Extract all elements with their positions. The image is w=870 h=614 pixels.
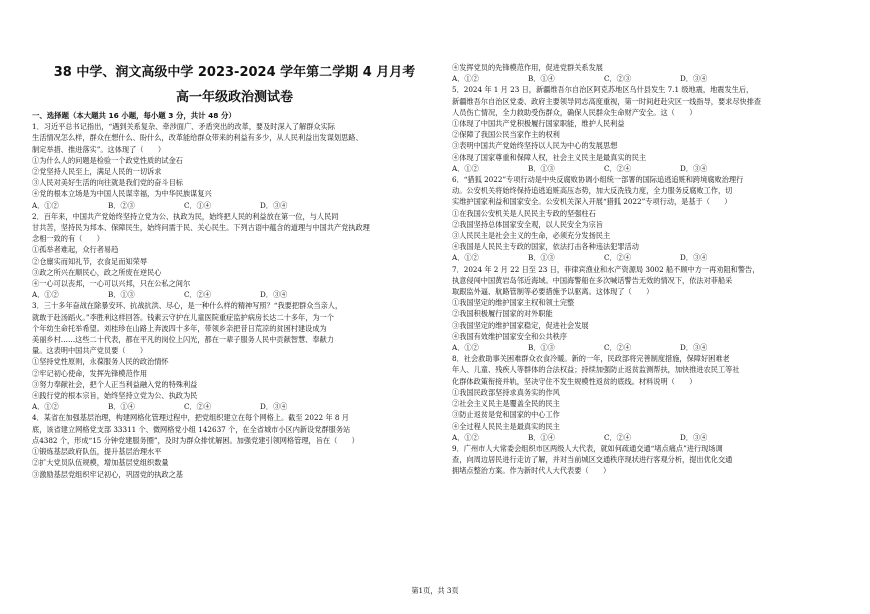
question-2: 2．百年来，中国共产党始终坚持立党为公、执政为民，始终把人民的利益放在第一位，与人民同 甘共苦，坚持民为邦本、保障民生，始终问需于民、关心民生。下列古语中蕴含的道理与中国共产党执政理 念相一致的有（ ） ①孤举者难起，众行者易趋 ②仓廪实而知礼节，衣食足而知荣辱 ③政之所兴在顺民心，政之所废在逆民心 ④一心可以丧邦，一心可以兴邦，只在公私之间尔 A．①② B．①③ C．②④ D．③④ [32,211,437,301]
page-footer: 第1页，共 3页 [411,586,459,595]
question-6-options: A．①② B．①③ C．②④ D．③④ [452,253,708,263]
question-4-continued: ④发挥党员的先锋模范作用，促进党群关系发展 [452,63,603,72]
question-5-options: A．①② B．①③ C．②④ D．③④ [452,163,708,173]
question-2-options: A．①② B．①③ C．②④ D．③④ [32,290,288,300]
question-4: 4．某省在加强基层治理，构建网格化管理过程中，把党组织建立在每个网格上。截至 2022 年 8 月 底，该省建立网格党支部 33311 个、微网格党小组 142637 个，在全省城市小区内新设党群服务站 点4382 个，形成“15 分钟党建服务圈”，及时为群众排忧解困。加强党建引领网格管理，旨在（ ） ①锻炼基层政府队伍，提升基层治理水平 ②扩大党员队伍规模，增加基层党组织数量 ③激励基层党组织牢记初心，巩固党的执政之基 [32,413,359,479]
left-column [32,0,437,480]
question-9: 9．广州市人大常委会组织市区两级人大代表，就如何疏通交通“堵点痛点”进行现场调 查，向周边居民进行走访了解，并对当前城区交通秩序现状进行客观分析，提出优化交通 拥堵点整治方案。作为新时代人大代表要（ ） [452,443,733,476]
right-column [452,0,847,477]
question-7: 7．2024 年 2 月 22 日至 23 日，菲律宾渔业和水产资源局 3002 船不顾中方一再劝阻和警告， 执意侵闯中国黄岩岛邻近海域。中国海警船在多次喊话警告无效的情况下，依法对菲船采 取跟监外逼、航路管制等必要措施予以驱离。这体现了（ ） ①我国坚定的维护国家主权和领土完整 ②我国积极履行国家的对外职能 ③我国坚定的维护国家稳定，促进社会发展 ④我国有效维护国家安全和公共秩序 A．①② B．①③ C．②④ D．③④ [452,264,847,354]
question-3-options: A．①② B．①④ C．②④ D．③④ [32,402,288,412]
question-8: 8．社会救助事关困难群众衣食冷暖。新的一年，民政部将完善制度措施，保障好困难老 年人、儿童、残疾人等群体的合法权益；持续加强防止返贫监测帮扶，加快推进农民工等社 化群体政策衔接并轨，坚决守住不发生规模性返贫的底线。材料说明（ ） ①我国民政部坚持求真务实的作风 ②社会主义民主是覆盖全民的民主 ③防止返贫是党和国家的中心工作 ④全过程人民民主是最真实的民主 A．①② B．①④ C．②④ D．③④ [452,353,847,443]
question-1-options: A．①② B．②③ C．①④ D．③④ [32,200,288,210]
question-5: 5．2024 年 1 月 23 日，新疆维吾尔自治区阿克苏地区乌什县发生 7.1 级地震，地震发生后， 新疆维吾尔自治区党委、政府主要领导同志高度重视，第一时间赶赴灾区一线指导，要求尽快排查 人员伤亡情况，全力救助受伤群众，确保人民群众生命财产安全。这（ ） ①体现了中国共产党积极履行国家职能，维护人民利益 ②保障了我国公民当家作主的权利 ③表明中国共产党始终坚持以人民为中心的发展思想 ④体现了国家尊重和保障人权，社会主义民主是最真实的民主 A．①② B．①③ C．②④ D．③④ [452,84,847,174]
section-heading: 一、选择题（本大题共 16 小题，每小题 3 分，共计 48 分） [32,111,236,120]
question-6: 6．“猎狐 2022”专项行动是中央反腐败协调小组统一部署的国际追逃追赃和跨境腐败治理行 动。公安机关将始终保持追逃追赃高压态势，加大反洗钱力度，全力服务反腐败工作，切 实维护国家利益和国家安全。公安机关深入开展“猎狐 2022”专项行动，是基于（ ） ①在我国公安机关是人民民主专政的坚强柱石 ②我国坚持总体国家安全观，以人民安全为宗旨 ③人民民主是社会主义的生命，必须充分发扬民主 ④我国是人民民主专政的国家，依法打击各种违法犯罪活动 A．①② B．①③ C．②④ D．③④ [452,174,847,264]
question-4-options: A．①② B．①④ C．②③ D．③④ [452,74,708,84]
question-1: 1．习近平总书记指出，“遇到关系复杂、牵涉面广、矛盾突出的改革，要及时深入了解群众实际 生活情况怎么样，群众在想什么、盼什么，改革能给群众带来的利益有多少，从人民利益出发谋划思路、 制定举措、推进落实”。这体现了（ ） ①为什么人的问题是检验一个政党性质的试金石 ②党坚持人民至上，满足人民的一切诉求 ③人民对美好生活的向往就是我们党的奋斗目标 ④党的根本立场是为中国人民谋幸福，为中华民族谋复兴 A．①② B．②③ C．①④ D．③④ [32,121,437,211]
question-3: 3．三十多年奋战在除暴安环、抗战抗洪、尽心，是一种什么样的精神写照？“我要把群众当亲人， 就敢于赴汤蹈火。”李胜利这样回答。钱素云守护在儿童医院重症监护病房长达二十多年，为一个 个年幼生命托举希望。刘桂珍在山路上奔波四十多年，带领乡亲把昔日荒凉的贫困村建设成为 美丽乡村……这些二十代表，都在平凡的岗位上闪光，都在一辈子服务人民中贡献智慧、奉献力 量。这表明中国共产党员要（ ） ①坚持党性原则，永葆服务人民的政治情怀 ②牢记初心使命，发挥先锋模范作用 ③努力奉献社会，把个人正当利益融入党的特殊利益 ④践行党的根本宗旨，始终坚持立党为公、执政为民 A．①② B．①④ C．②④ D．③④ [32,300,437,412]
exam-subtitle: 高一年级政治测试卷 [175,90,293,105]
exam-title: 38 中学、润文高级中学 2023-2024 学年第二学期 4 月月考 [53,65,416,80]
question-8-options: A．①② B．①④ C．②④ D．③④ [452,432,708,442]
question-7-options: A．①② B．①③ C．②④ D．③④ [452,343,708,353]
